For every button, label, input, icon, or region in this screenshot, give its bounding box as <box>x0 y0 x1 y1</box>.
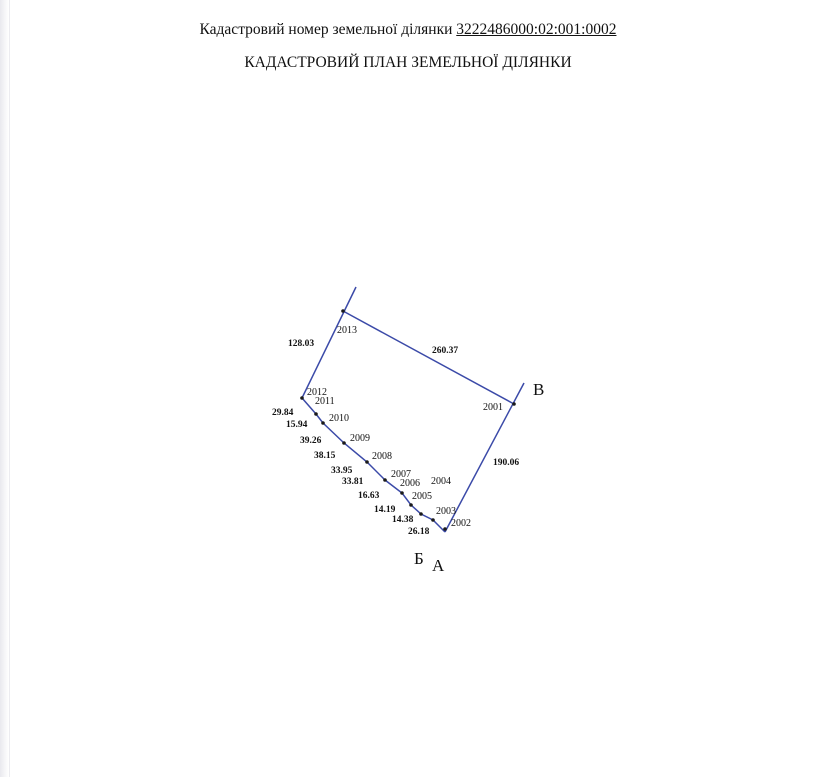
point-label-2007: 2007 <box>391 469 411 480</box>
length-label-9: 14.38 <box>392 515 414 525</box>
length-label-8: 14.19 <box>374 505 396 515</box>
point-label-2001: 2001 <box>483 402 503 413</box>
length-label-left: 128.03 <box>288 339 315 349</box>
point-label-2011: 2011 <box>315 396 335 407</box>
length-label-6: 33.81 <box>342 477 364 487</box>
cadastral-number-prefix: Кадастровий номер земельної ділянки <box>199 21 453 38</box>
cadastral-number: 3222486000:02:001:0002 <box>456 21 617 38</box>
boundary-point <box>341 309 345 313</box>
boundary-point <box>443 527 447 531</box>
length-label-right: 190.06 <box>493 458 520 468</box>
boundary-point <box>300 396 304 400</box>
corner-label-b: Б <box>414 549 424 568</box>
length-label-3: 39.26 <box>300 436 322 446</box>
point-label-2012: 2012 <box>307 387 327 398</box>
boundary-point <box>314 412 318 416</box>
point-label-2013: 2013 <box>337 325 357 336</box>
boundary-point <box>419 512 423 516</box>
boundary-point <box>321 421 325 425</box>
boundary-point <box>383 478 387 482</box>
point-label-2004: 2004 <box>431 476 451 487</box>
boundary-point <box>409 503 413 507</box>
point-label-2005: 2005 <box>412 491 432 502</box>
corner-label-a: А <box>432 556 445 575</box>
length-label-7: 16.63 <box>358 491 380 501</box>
point-label-2002: 2002 <box>451 518 471 529</box>
boundary-point <box>400 491 404 495</box>
corner-label-v: В <box>533 380 545 399</box>
boundary-point <box>512 402 516 406</box>
length-label-top: 260.37 <box>432 346 459 356</box>
point-label-2003: 2003 <box>436 506 456 517</box>
length-label-10: 26.18 <box>408 527 430 537</box>
length-label-2: 15.94 <box>286 420 308 430</box>
point-label-2010: 2010 <box>329 413 349 424</box>
boundary-point <box>431 518 435 522</box>
length-label-1: 29.84 <box>272 408 294 418</box>
boundary-point <box>365 460 369 464</box>
point-label-2008: 2008 <box>372 451 392 462</box>
length-label-5: 33.95 <box>331 466 353 476</box>
boundary-top-line <box>343 311 514 404</box>
point-label-2006: 2006 <box>400 478 420 489</box>
page-title: КАДАСТРОВИЙ ПЛАН ЗЕМЕЛЬНОЇ ДІЛЯНКИ <box>244 54 572 71</box>
length-label-4: 38.15 <box>314 451 336 461</box>
point-label-2009: 2009 <box>350 433 370 444</box>
boundary-point <box>342 441 346 445</box>
